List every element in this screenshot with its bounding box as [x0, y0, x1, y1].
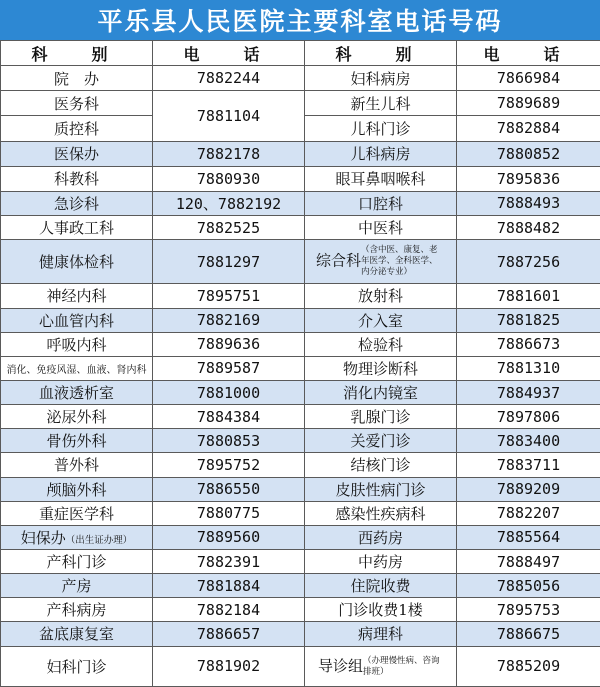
dept-cell: 眼耳鼻咽喉科	[305, 166, 457, 191]
table-row	[1, 453, 600, 477]
phone-cell: 7882525	[153, 215, 305, 239]
table-row	[1, 308, 600, 332]
header-dept-left: 科 别	[1, 41, 153, 66]
page-title: 平乐县人民医院主要科室电话号码	[0, 0, 600, 40]
phone-cell: 7886550	[153, 477, 305, 501]
dept-cell: 骨伤外科	[1, 429, 153, 453]
dept-cell-composite	[305, 240, 457, 284]
dept-cell: 口腔科	[305, 191, 457, 215]
header-row	[1, 41, 600, 66]
dept-cell: 中医科	[305, 215, 457, 239]
phone-cell: 7882391	[153, 549, 305, 573]
dept-cell: 门诊收费1楼	[305, 598, 457, 622]
table-row	[1, 501, 600, 525]
dept-cell: 乳腺门诊	[305, 405, 457, 429]
phone-cell: 7889636	[153, 332, 305, 356]
dept-cell: 重症医学科	[1, 501, 153, 525]
phone-cell: 7886673	[457, 332, 600, 356]
dept-cell: 消化内镜室	[305, 380, 457, 404]
phone-cell: 7888482	[457, 215, 600, 239]
phone-cell: 7881104	[153, 91, 305, 141]
dept-cell: 普外科	[1, 453, 153, 477]
phone-cell: 7897806	[457, 405, 600, 429]
phone-cell: 7882207	[457, 501, 600, 525]
phone-cell: 7881825	[457, 308, 600, 332]
header-phone-left: 电 话	[153, 41, 305, 66]
table-row	[1, 646, 600, 687]
table-row	[1, 574, 600, 598]
phone-cell: 7895751	[153, 284, 305, 308]
table-row	[1, 429, 600, 453]
phone-cell: 7885564	[457, 525, 600, 549]
table-row	[1, 477, 600, 501]
dept-cell: 消化、免疫风湿、血液、肾内科	[1, 356, 153, 380]
dept-cell: 检验科	[305, 332, 457, 356]
phone-cell: 7883400	[457, 429, 600, 453]
phone-cell: 7881601	[457, 284, 600, 308]
phone-cell: 7882178	[153, 141, 305, 166]
phone-cell: 7880775	[153, 501, 305, 525]
dept-note: （办理慢性病、咨询排班）	[363, 655, 440, 677]
dept-cell: 急诊科	[1, 191, 153, 215]
phone-cell: 7885056	[457, 574, 600, 598]
dept-note: （出生证办理）	[65, 534, 133, 546]
table-row	[1, 380, 600, 404]
phone-cell: 7882244	[153, 66, 305, 91]
dept-name: 导诊组	[317, 656, 363, 675]
dept-cell: 健康体检科	[1, 240, 153, 284]
phone-cell: 7882169	[153, 308, 305, 332]
phone-cell: 7895752	[153, 453, 305, 477]
header-phone-right: 电 话	[457, 41, 600, 66]
dept-cell: 妇科病房	[305, 66, 457, 91]
phone-cell: 7866984	[457, 66, 600, 91]
table-row	[1, 191, 600, 215]
table-row	[1, 598, 600, 622]
dept-cell: 儿科门诊	[305, 116, 457, 141]
dept-cell: 医务科	[1, 91, 153, 116]
table-row	[1, 240, 600, 284]
dept-cell: 产房	[1, 574, 153, 598]
dept-name: 妇保办	[20, 528, 66, 547]
dept-cell: 关爱门诊	[305, 429, 457, 453]
table-row	[1, 141, 600, 166]
dept-cell: 院 办	[1, 66, 153, 91]
dept-note: （含中医、康复、老年医学、全科医学、内分泌专业）	[361, 245, 438, 278]
phone-cell: 7888493	[457, 191, 600, 215]
dept-cell-composite	[305, 646, 457, 687]
phone-cell: 7888497	[457, 549, 600, 573]
phone-cell: 120、7882192	[153, 191, 305, 215]
phone-cell: 7895753	[457, 598, 600, 622]
phone-cell: 7889209	[457, 477, 600, 501]
table-row	[1, 66, 600, 91]
phone-cell: 7882884	[457, 116, 600, 141]
dept-cell: 血液透析室	[1, 380, 153, 404]
phone-cell: 7881902	[153, 646, 305, 687]
dept-cell: 物理诊断科	[305, 356, 457, 380]
phone-cell: 7889689	[457, 91, 600, 116]
dept-cell: 质控科	[1, 116, 153, 141]
phone-cell: 7881297	[153, 240, 305, 284]
dept-cell: 新生儿科	[305, 91, 457, 116]
table-row	[1, 622, 600, 646]
dept-cell: 呼吸内科	[1, 332, 153, 356]
header-dept-right: 科 别	[305, 41, 457, 66]
table-row	[1, 356, 600, 380]
phone-cell: 7883711	[457, 453, 600, 477]
table-row	[1, 525, 600, 549]
phone-cell: 7884384	[153, 405, 305, 429]
phone-cell: 7881310	[457, 356, 600, 380]
dept-cell: 结核门诊	[305, 453, 457, 477]
phone-cell: 7881000	[153, 380, 305, 404]
table-row	[1, 91, 600, 116]
dept-cell: 感染性疾病科	[305, 501, 457, 525]
dept-cell: 皮肤性病门诊	[305, 477, 457, 501]
dept-cell: 医保办	[1, 141, 153, 166]
dept-cell: 妇科门诊	[1, 646, 153, 687]
phone-cell: 7880852	[457, 141, 600, 166]
phone-cell: 7886675	[457, 622, 600, 646]
dept-cell: 中药房	[305, 549, 457, 573]
phone-cell: 7886657	[153, 622, 305, 646]
dept-cell: 西药房	[305, 525, 457, 549]
dept-cell: 人事政工科	[1, 215, 153, 239]
phone-cell: 7881884	[153, 574, 305, 598]
phone-cell: 7895836	[457, 166, 600, 191]
table-row	[1, 284, 600, 308]
phone-cell: 7880853	[153, 429, 305, 453]
phone-cell: 7884937	[457, 380, 600, 404]
table-row	[1, 405, 600, 429]
dept-cell: 介入室	[305, 308, 457, 332]
table-row	[1, 549, 600, 573]
dept-cell: 儿科病房	[305, 141, 457, 166]
phone-cell: 7885209	[457, 646, 600, 687]
dept-cell: 泌尿外科	[1, 405, 153, 429]
dept-cell: 颅脑外科	[1, 477, 153, 501]
phone-cell: 7889587	[153, 356, 305, 380]
dept-name: 综合科	[315, 251, 361, 270]
phone-cell: 7882184	[153, 598, 305, 622]
dept-cell: 放射科	[305, 284, 457, 308]
dept-cell-composite	[1, 525, 153, 549]
phone-cell: 7889560	[153, 525, 305, 549]
dept-cell: 病理科	[305, 622, 457, 646]
dept-cell: 产科病房	[1, 598, 153, 622]
table-row	[1, 215, 600, 239]
dept-cell: 住院收费	[305, 574, 457, 598]
phone-directory-table	[0, 40, 600, 687]
dept-cell: 神经内科	[1, 284, 153, 308]
phone-cell: 7887256	[457, 240, 600, 284]
phone-cell: 7880930	[153, 166, 305, 191]
dept-cell: 产科门诊	[1, 549, 153, 573]
table-row	[1, 166, 600, 191]
table-row	[1, 332, 600, 356]
dept-cell: 盆底康复室	[1, 622, 153, 646]
dept-cell: 心血管内科	[1, 308, 153, 332]
dept-cell: 科教科	[1, 166, 153, 191]
